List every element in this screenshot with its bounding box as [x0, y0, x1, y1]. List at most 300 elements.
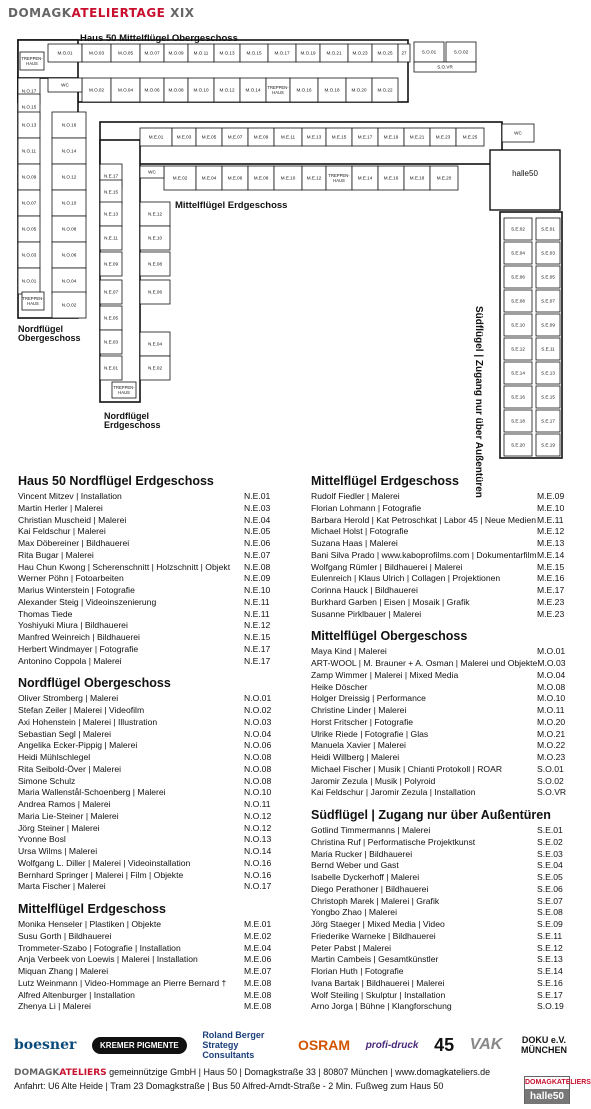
- list-item: [311, 919, 579, 931]
- room-code: N.E.11: [244, 608, 270, 619]
- artist-name: Suzana Haas | Malerei: [311, 538, 398, 548]
- section: [18, 902, 286, 1013]
- artist-name: Horst Fritscher | Fotografie: [311, 716, 414, 727]
- list-item: [18, 740, 286, 752]
- room-label: M.E.04: [201, 175, 217, 181]
- artist-name: Rita Bugar | Malerei: [18, 549, 94, 560]
- section: [18, 474, 286, 667]
- list-item: [18, 550, 286, 562]
- room-label: M.O.17: [274, 50, 290, 56]
- room-label: N.E.11: [104, 235, 118, 241]
- section-title: Haus 50 Nordflügel Erdgeschoss: [18, 474, 214, 488]
- room-code: S.E.02: [537, 836, 563, 847]
- list-item: [311, 764, 579, 776]
- room-code: M.E.17: [537, 585, 565, 595]
- room-code: S.E.16: [537, 977, 563, 988]
- room-code: N.O.01: [244, 693, 272, 704]
- room-label: M.O.08: [168, 87, 184, 93]
- artist-name: Heidi Willberg | Malerei: [311, 752, 400, 762]
- room-code: N.E.15: [244, 632, 271, 642]
- list-item: [18, 644, 286, 656]
- room-label: HAUS: [118, 390, 130, 395]
- room-code: N.E.09: [244, 573, 271, 584]
- room-label: M.O.21: [326, 50, 342, 56]
- list-item: [311, 884, 579, 896]
- artist-name: Maya Kind | Malerei: [311, 646, 387, 657]
- artist-name: Barbara Herold | Kat Petroschkat | Labor 45 | Neue Medien: [311, 514, 537, 525]
- room-code: M.E.23: [537, 596, 565, 607]
- list-item: [18, 931, 286, 943]
- room-code: M.E.01: [244, 919, 272, 929]
- list-item: [18, 954, 286, 966]
- room-label: HAUS: [272, 90, 284, 95]
- artist-name: Rita Seibold-Över | Malerei: [18, 763, 122, 774]
- room-label: N.O.09: [21, 174, 37, 180]
- list-item: [18, 990, 286, 1002]
- room-label: N.O.07: [21, 200, 37, 206]
- artist-name: Miquan Zhang | Malerei: [18, 966, 109, 976]
- artist-name: Kai Feldschur | Jaromir Zezula | Installation: [311, 787, 476, 798]
- page-header: DOMAGKATELIERTAGE XIX: [8, 6, 195, 20]
- artist-name: Christoph Marek | Malerei | Grafik: [311, 895, 440, 906]
- room-label: S.E.14: [511, 370, 525, 376]
- logo-osram: OSRAM: [297, 1037, 351, 1053]
- artist-name: Diego Perathoner | Bildhauerei: [311, 883, 429, 894]
- room-code: N.O.14: [244, 846, 272, 856]
- room-label: M.O.10: [193, 87, 209, 93]
- artist-name: Axi Hohenstein | Malerei | Illustration: [18, 716, 158, 727]
- room-label: N.O.06: [61, 252, 77, 258]
- room-label: M.O.09: [168, 50, 184, 56]
- room-label: N.E.07: [103, 289, 119, 295]
- room-label: M.O.18: [324, 87, 340, 93]
- artist-name: Martin Cambeis | Gesamtkünstler: [311, 954, 439, 965]
- room-label: M.E.08: [253, 175, 269, 181]
- artist-name: Michael Holst | Fotografie: [311, 526, 409, 537]
- room-code: M.O.22: [537, 740, 566, 751]
- logo-profi-druck: profi-druck: [365, 1039, 419, 1051]
- room-label: S.E.15: [541, 394, 555, 400]
- artist-name: Eulenreich | Klaus Ulrich | Collagen | Projektionen: [311, 573, 501, 584]
- artist-name: Alfred Altenburger | Installation: [18, 989, 135, 1000]
- room-label: M.O.04: [117, 87, 134, 93]
- room-code: S.E.04: [537, 860, 563, 871]
- artist-name: Burkhard Garben | Eisen | Mosaik | Grafik: [311, 596, 470, 607]
- room-label: S.E.20: [511, 442, 525, 448]
- room-label: S.E.05: [541, 274, 555, 280]
- room-label: M.O.20: [351, 87, 367, 93]
- artist-name: Andrea Ramos | Malerei: [18, 799, 111, 809]
- artist-name: Heike Döscher: [311, 681, 368, 692]
- list-item: [311, 931, 579, 943]
- list-item: [311, 943, 579, 955]
- room-code: M.E.07: [244, 966, 272, 976]
- artist-name: Vincent Mitzev | Installation: [18, 491, 122, 501]
- room-label: N.E.15: [103, 189, 119, 195]
- room-label: M.O.03: [88, 50, 105, 56]
- room-label: S.E.09: [541, 322, 555, 328]
- room-code: M.E.11: [537, 514, 564, 525]
- artist-name: Oliver Stromberg | Malerei: [18, 693, 119, 704]
- list-item: [311, 550, 579, 562]
- list-item: [18, 585, 286, 597]
- room-label: M.E.20: [436, 175, 452, 181]
- room-label: N.O.15: [21, 104, 37, 110]
- list-item: [311, 597, 579, 609]
- artist-name: Florian Lohmann | Fotografie: [311, 502, 422, 513]
- artist-name: Yvonne Bosl: [18, 834, 66, 845]
- room-label: S.E.11: [541, 346, 555, 352]
- list-item: [311, 907, 579, 919]
- room-code: S.E.05: [537, 872, 563, 882]
- section: [311, 474, 579, 620]
- section-title: Nordflügel Obergeschoss: [18, 676, 171, 691]
- artist-name: Trommeter-Szabo | Fotografie | Installation: [18, 942, 181, 953]
- artist-name: Lutz Weinmann | Video-Hommage an Pierre Bernard †: [18, 977, 227, 988]
- label-haus50-og: Haus 50 Mittelflügel Obergeschoss: [80, 33, 238, 44]
- room-code: S.O.19: [537, 1001, 564, 1012]
- room-label: S.E.12: [511, 346, 525, 352]
- room-code: N.O.12: [244, 810, 272, 821]
- room-label: N.O.14: [61, 148, 77, 154]
- room-code: M.O.23: [537, 752, 566, 762]
- list-item: [18, 764, 286, 776]
- room-label: N.E.09: [103, 261, 119, 267]
- artist-name: Bernd Weber und Gast: [311, 860, 399, 871]
- room-label: M.O.02: [88, 87, 105, 93]
- room-code: M.E.08: [244, 977, 272, 988]
- room-label: M.E.14: [357, 175, 373, 181]
- list-item: [18, 573, 286, 585]
- room-code: S.E.11: [537, 930, 563, 941]
- room-label: N.E.02: [147, 365, 163, 371]
- room-label: N.O.05: [21, 226, 37, 232]
- artist-name: Ursa Wilms | Malerei: [18, 846, 98, 856]
- list-item: [311, 682, 579, 694]
- room-label: HAUS: [333, 178, 345, 183]
- room-code: N.O.12: [244, 822, 272, 833]
- room-label: M.E.03: [176, 134, 192, 140]
- room-code: N.E.05: [244, 526, 271, 537]
- room-code: M.E.08: [244, 989, 272, 1000]
- list-item: [311, 503, 579, 515]
- list-item: [311, 849, 579, 861]
- room-code: M.E.15: [537, 561, 565, 572]
- artist-name: Angelika Ecker-Pippig | Malerei: [18, 740, 138, 751]
- room-label: M.E.16: [383, 175, 399, 181]
- room-code: M.O.10: [537, 693, 566, 704]
- room-label: M.O.07: [144, 50, 160, 56]
- list-item: [18, 526, 286, 538]
- list-item: [18, 858, 286, 870]
- room-label: M.E.05: [201, 134, 217, 140]
- list-item: [311, 872, 579, 884]
- artist-name: Maria Rucker | Bildhauerei: [311, 848, 413, 859]
- artist-name: Bani Silva Prado | www.kaboprofilms.com | Dokumentarfilm: [311, 549, 537, 560]
- room-label: N.E.05: [103, 315, 119, 321]
- artist-name: Stefan Zeiler | Malerei | Videofilm: [18, 705, 145, 715]
- artist-name: Jörg Staeger | Mixed Media | Video: [311, 919, 445, 929]
- logo-doku: DOKU e.V. MÜNCHEN: [520, 1035, 567, 1055]
- list-item: [18, 776, 286, 788]
- label-nord-eg-2: Erdgeschoss: [104, 420, 161, 430]
- room-label: M.E.17: [357, 134, 373, 140]
- artist-name: Ulrike Riede | Fotografie | Glas: [311, 728, 429, 739]
- artist-name: Herbert Windmayer | Fotografie: [18, 643, 139, 654]
- room-label: M.O.23: [352, 50, 368, 56]
- list-item: [18, 834, 286, 846]
- room-code: M.E.12: [537, 526, 565, 537]
- artist-name: Yoshiyuki Miura | Bildhauerei: [18, 620, 128, 631]
- list-item: [18, 620, 286, 632]
- artist-name: Arno Jorga | Bühne | Klangforschung: [311, 1001, 452, 1012]
- artist-name: Ivana Bartak | Bildhauerei | Malerei: [311, 977, 445, 988]
- logo-kremer: KREMER PIGMENTE: [92, 1037, 187, 1054]
- list-item: [18, 787, 286, 799]
- room-label: S.E.07: [541, 298, 555, 304]
- list-item: [311, 966, 579, 978]
- artist-name: Maria Wallenstål-Schoenberg | Malerei: [18, 787, 166, 798]
- room-code: M.O.04: [537, 669, 566, 680]
- room-label: M.O.05: [117, 50, 134, 56]
- room-code: N.O.16: [244, 869, 272, 880]
- list-item: [18, 846, 286, 858]
- artist-name: Maria Lie-Steiner | Malerei: [18, 810, 119, 821]
- artist-name: Sebastian Segl | Malerei: [18, 728, 111, 739]
- room-label: N.O.13: [21, 122, 37, 128]
- room-code: N.O.03: [244, 716, 272, 727]
- room-label: N.E.13: [103, 211, 119, 217]
- section: [311, 629, 579, 799]
- room-label: WC: [514, 130, 522, 136]
- room-code: N.O.02: [244, 705, 272, 715]
- artist-name: Manuela Xavier | Malerei: [311, 740, 406, 751]
- room-label: HAUS: [27, 301, 39, 306]
- logo-boesner: boesner: [14, 1037, 77, 1053]
- room-code: N.O.08: [244, 763, 272, 774]
- room-label: N.E.04: [147, 341, 163, 347]
- artist-name: Jörg Steiner | Malerei: [18, 822, 100, 833]
- artist-name: Zamp Wimmer | Malerei | Mixed Media: [311, 669, 459, 680]
- room-code: S.E.06: [537, 883, 563, 894]
- artist-name: Jaromir Zezula | Musik | Polyroid: [311, 775, 436, 786]
- room-label: TREPPEN-: [267, 85, 289, 90]
- list-item: [311, 515, 579, 527]
- list-item: [311, 562, 579, 574]
- logo-45: 45: [434, 1034, 455, 1055]
- room-code: N.E.11: [244, 596, 270, 607]
- room-label: N.E.06: [147, 289, 163, 295]
- room-code: S.E.08: [537, 907, 563, 918]
- list-item: [18, 705, 286, 717]
- section-title: Mittelflügel Erdgeschoss: [311, 474, 459, 488]
- room-label: S.O.VR: [437, 64, 453, 70]
- room-code: N.E.07: [244, 549, 271, 560]
- room-code: N.E.03: [244, 502, 271, 513]
- room-code: M.E.02: [244, 930, 272, 941]
- room-code: S.E.01: [537, 825, 563, 835]
- artist-name: Monika Henseler | Plastiken | Objekte: [18, 919, 161, 929]
- room-code: M.O.21: [537, 728, 566, 739]
- artist-name: Wolfgang L. Diller | Malerei | Videoinstallation: [18, 857, 191, 868]
- list-item: [311, 526, 579, 538]
- logo-roland-berger: Roland Berger Strategy Consultants: [202, 1030, 265, 1060]
- artist-name: Thomas Tiede: [18, 608, 73, 619]
- room-label: M.O.22: [377, 87, 393, 93]
- artist-name: Yongbo Zhao | Malerei: [311, 907, 397, 918]
- room-code: M.E.09: [537, 491, 565, 501]
- artist-column-right: [311, 474, 579, 1022]
- list-item: [18, 717, 286, 729]
- section-title: Mittelflügel Obergeschoss: [311, 629, 468, 644]
- list-item: [18, 632, 286, 644]
- room-code: N.E.17: [244, 655, 271, 666]
- list-item: [311, 954, 579, 966]
- artist-name: Isabelle Dyckerhoff | Malerei: [311, 872, 420, 882]
- list-item: [311, 705, 579, 717]
- artist-name: Hau Chun Kwong | Scherenschnitt | Holzschnitt | Objekt: [18, 561, 231, 572]
- list-item: [311, 646, 579, 658]
- artist-name: Anja Verbeek von Loewis | Malerei | Installation: [18, 954, 198, 965]
- list-item: [311, 573, 579, 585]
- list-item: [311, 860, 579, 872]
- artist-name: Marta Fischer | Malerei: [18, 881, 106, 892]
- halle50-room: [490, 150, 560, 210]
- room-label: M.E.07: [227, 134, 243, 140]
- label-mittel-eg: Mittelflügel Erdgeschoss: [175, 200, 288, 211]
- room-label: TREPPEN-: [113, 385, 135, 390]
- room-label: S.E.16: [511, 394, 525, 400]
- room-code: S.E.13: [537, 954, 563, 965]
- artist-name: Christine Linder | Malerei: [311, 705, 407, 715]
- list-item: [311, 538, 579, 550]
- room-label: M.E.01: [148, 134, 164, 140]
- room-label: S.E.06: [511, 274, 525, 280]
- list-item: [311, 825, 579, 837]
- section-title: Mittelflügel Erdgeschoss: [18, 902, 166, 916]
- room-label: M.E.19: [383, 134, 399, 140]
- list-item: [311, 729, 579, 741]
- room-label: S.O.01: [421, 49, 437, 55]
- list-item: [311, 787, 579, 799]
- room-label: 27: [401, 50, 407, 56]
- label-sued: Südflügel | Zugang nur über Außentüren: [473, 306, 484, 498]
- list-item: [18, 799, 286, 811]
- artist-name: Alexander Steig | Videoinszenierung: [18, 596, 157, 607]
- room-label: S.E.04: [511, 250, 525, 256]
- room-label: M.E.11: [280, 134, 296, 140]
- room-code: S.E.09: [537, 919, 563, 929]
- room-label: M.O.01: [57, 50, 73, 56]
- room-label: M.O.06: [144, 87, 160, 93]
- room-label: M.E.15: [331, 134, 347, 140]
- room-label: M.O.14: [245, 87, 261, 93]
- list-item: [18, 978, 286, 990]
- list-item: [18, 515, 286, 527]
- list-item: [18, 562, 286, 574]
- list-item: [311, 670, 579, 682]
- room-label: S.O.02: [453, 49, 469, 55]
- room-code: M.O.20: [537, 716, 566, 727]
- room-label: N.O.10: [61, 200, 77, 206]
- list-item: [18, 870, 286, 882]
- room-code: S.O.VR: [537, 787, 567, 798]
- room-label: N.O.17: [21, 88, 37, 94]
- room-code: N.E.17: [244, 643, 271, 654]
- list-item: [18, 823, 286, 835]
- artist-name: ART-WOOL | M. Brauner + A. Osman | Malerei und Objekte: [311, 658, 538, 668]
- room-label: N.O.04: [61, 278, 77, 284]
- artist-name: Manfred Weinreich | Bildhauerei: [18, 632, 140, 642]
- artist-name: Gotlind Timmermanns | Malerei: [311, 825, 431, 835]
- footer-directions: Anfahrt: U6 Alte Heide | Tram 23 Domagkstraße | Bus 50 Alfred-Arndt-Straße - 2 Min. Fußweg zum Haus 50: [14, 1081, 444, 1091]
- room-code: N.O.08: [244, 752, 272, 762]
- room-code: M.O.08: [537, 681, 566, 692]
- room-code: N.E.08: [244, 561, 271, 572]
- room-label: M.O.12: [219, 87, 235, 93]
- room-code: N.E.12: [244, 620, 271, 631]
- section: [311, 808, 579, 1013]
- list-item: [311, 609, 579, 621]
- logo-vak: VAK: [469, 1036, 503, 1053]
- room-label: N.O.12: [61, 174, 77, 180]
- room-code: M.E.13: [537, 538, 565, 548]
- artist-name: Martin Herler | Malerei: [18, 502, 103, 513]
- sponsor-logos: [14, 1030, 570, 1060]
- room-label: N.E.01: [103, 365, 119, 371]
- room-label: N.E.12: [147, 211, 163, 217]
- room-label: M.O.13: [219, 50, 235, 56]
- room-label: M.O.11: [193, 50, 209, 56]
- room-label: M.O.16: [296, 87, 312, 93]
- room-code: S.E.12: [537, 942, 563, 953]
- room-label: S.E.18: [511, 418, 525, 424]
- list-item: [18, 1001, 286, 1013]
- label-nord-eg-1: Nordflügel: [104, 411, 149, 421]
- room-label: HAUS: [26, 61, 38, 66]
- artist-name: Susanne Pirklbauer | Malerei: [311, 608, 422, 619]
- room-code: N.O.06: [244, 740, 272, 751]
- room-label: S.E.01: [541, 226, 555, 232]
- label-nord-og-1: Nordflügel: [18, 324, 63, 334]
- artist-name: Max Döbereiner | Bildhauerei: [18, 538, 130, 548]
- list-item: [18, 609, 286, 621]
- list-item: [18, 966, 286, 978]
- room-label: M.E.13: [306, 134, 322, 140]
- artist-name: Zhenya Li | Malerei: [18, 1001, 91, 1012]
- room-label: M.E.25: [462, 134, 478, 140]
- room-label: S.E.19: [541, 442, 555, 448]
- room-label: N.E.17: [103, 173, 119, 179]
- room-label: S.E.08: [511, 298, 525, 304]
- room-label: S.E.13: [541, 370, 555, 376]
- room-code: N.E.10: [244, 585, 271, 595]
- halle50-logo: DOMAGKATELIERS halle50: [524, 1076, 570, 1104]
- artist-name: Heidi Mühlschlegel: [18, 752, 91, 762]
- room-label: M.E.06: [227, 175, 243, 181]
- room-code: N.O.08: [244, 775, 272, 786]
- room-code: N.O.04: [244, 728, 272, 739]
- room-code: N.E.01: [244, 491, 271, 501]
- room-label: M.E.09: [253, 134, 269, 140]
- artist-name: Wolf Steiling | Skulptur | Installation: [311, 989, 446, 1000]
- list-item: [311, 491, 579, 503]
- room-label: TREPPEN-: [21, 56, 43, 61]
- list-item: [18, 503, 286, 515]
- room-label: N.O.16: [61, 122, 77, 128]
- artist-name: Friederike Warneke | Bildhauerei: [311, 930, 436, 941]
- list-item: [18, 943, 286, 955]
